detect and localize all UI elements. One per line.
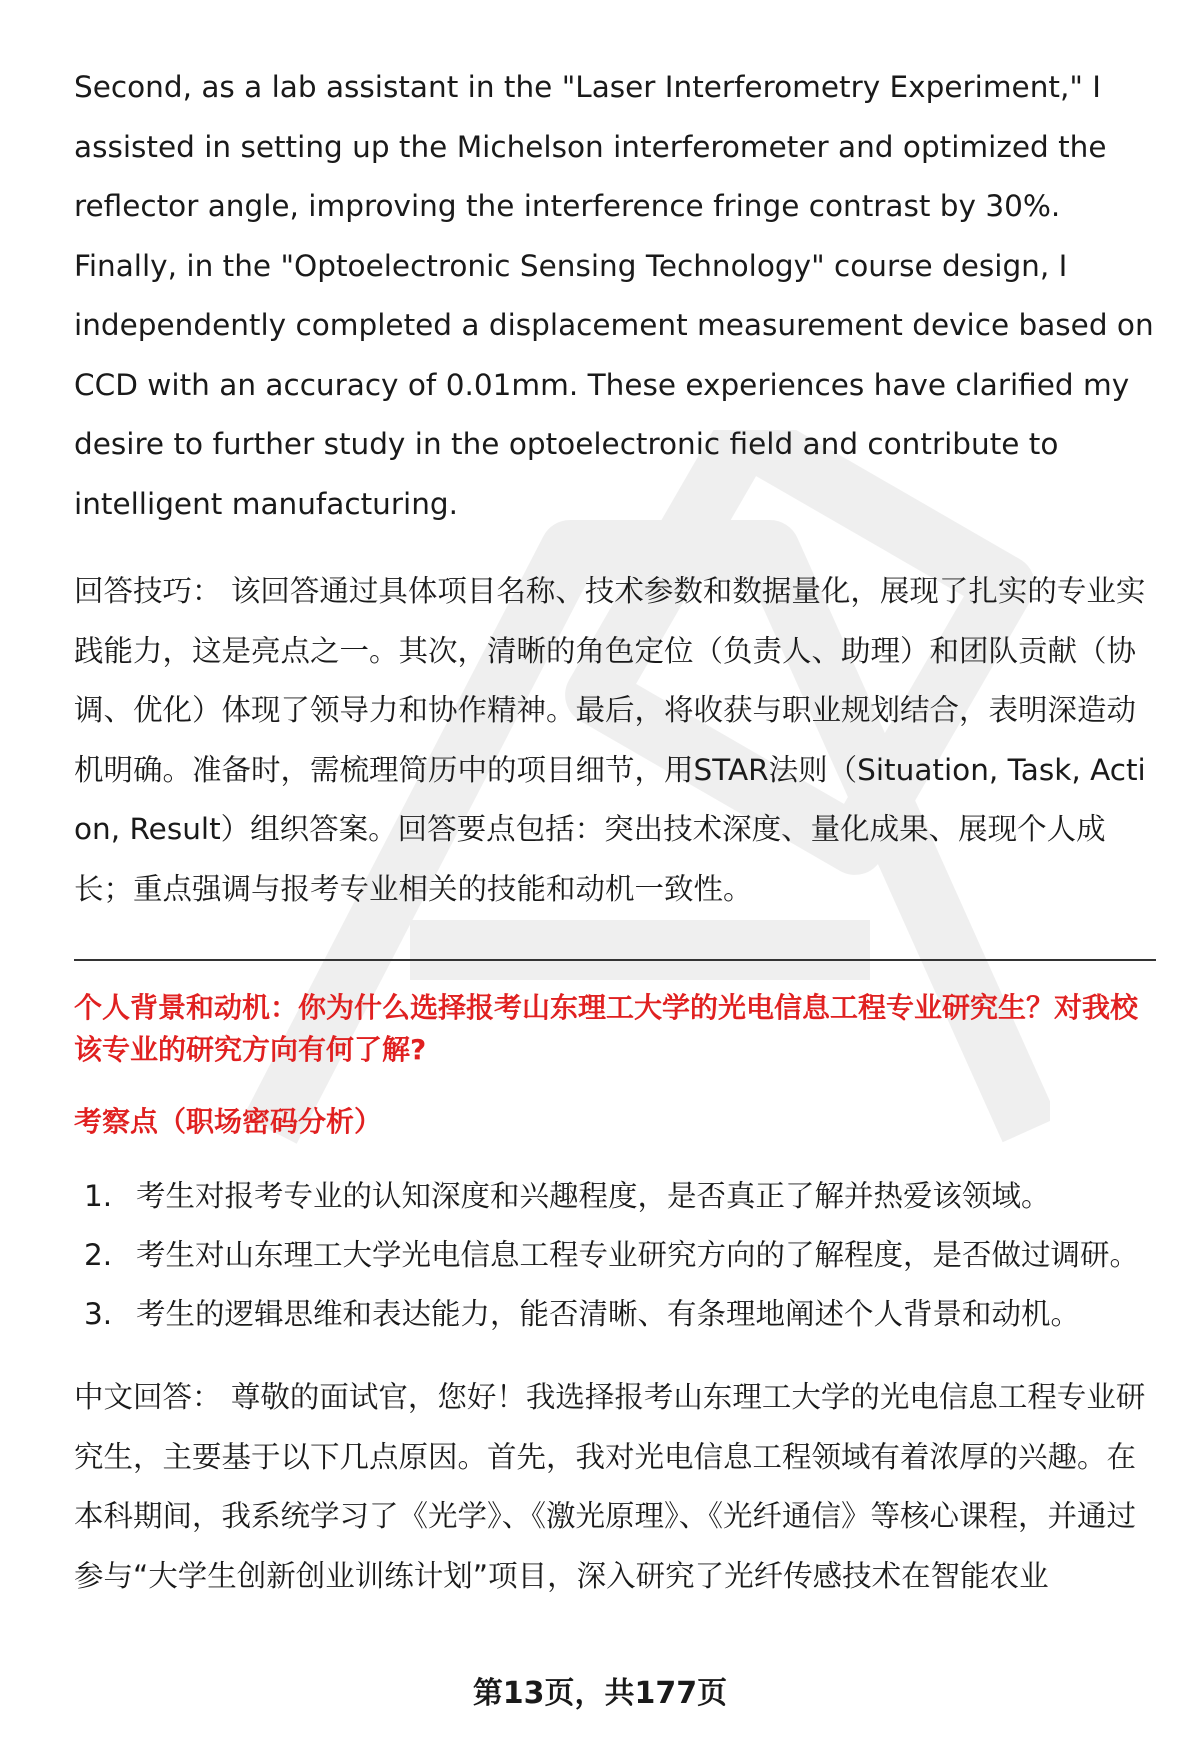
list-item-text: 考生对报考专业的认知深度和兴趣程度，是否真正了解并热爱该领域。 [136, 1179, 1051, 1213]
chinese-answer-paragraph: 中文回答： 尊敬的面试官，您好！我选择报考山东理工大学的光电信息工程专业研究生，主要基于以下几点原因。首先，我对光电信息工程领域有着浓厚的兴趣。在本科期间，我系统学习了《光学》、《激光原理》、《光纤通信》等核心课程，并通过参与“大学生创新创业训练计划”项目，深入研究了光纤传感技术在智能农业 [74, 1380, 1146, 1593]
section-divider [74, 959, 1156, 961]
list-item [74, 1226, 1156, 1285]
focus-points-list [74, 1167, 1156, 1344]
answer-tips-paragraph: 回答技巧： 该回答通过具体项目名称、技术参数和数据量化，展现了扎实的专业实践能力，这是亮点之一。其次，清晰的角色定位（负责人、助理）和团队贡献（协调、优化）体现了领导力和协作精神。最后，将收获与职业规划结合，表明深造动机明确。准备时，需梳理简历中的项目细节，用STAR法则（Situation, Task, Action, Result）组织答案。回答要点包括：突出技术深度、量化成果、展现个人成长；重点强调与报考专业相关的技能和动机一致性。 [74, 574, 1146, 906]
list-item-text: 考生对山东理工大学光电信息工程专业研究方向的了解程度，是否做过调研。 [136, 1238, 1140, 1272]
focus-points-heading: 考察点（职场密码分析） [74, 1105, 383, 1138]
list-item [74, 1285, 1156, 1344]
list-item [74, 1167, 1156, 1226]
list-item-text: 考生的逻辑思维和表达能力，能否清晰、有条理地阐述个人背景和动机。 [136, 1297, 1081, 1331]
list-item-number: 1. [84, 1179, 113, 1213]
list-item-number: 3. [84, 1297, 113, 1331]
intro-paragraph: Second, as a lab assistant in the "Laser Interferometry Experiment," I assisted in setting up the Michelson interferometer and optimized the reflector angle, improving the interference fringe contrast by 30%. Finally, in the "Optoelectronic Sensing Technology" course design, I independently completed a displacement measurement device based on CCD with an accuracy of 0.01mm. These experiences have clarified my desire to further study in the optoelectronic field and contribute to intelligent manufacturing. [74, 70, 1154, 521]
list-item-number: 2. [84, 1238, 113, 1272]
page-number-footer: 第13页，共177页 [472, 1676, 728, 1711]
document-page [74, 58, 1156, 1606]
question-heading: 个人背景和动机：你为什么选择报考山东理工大学的光电信息工程专业研究生？对我校该专业的研究方向有何了解? [74, 991, 1139, 1066]
